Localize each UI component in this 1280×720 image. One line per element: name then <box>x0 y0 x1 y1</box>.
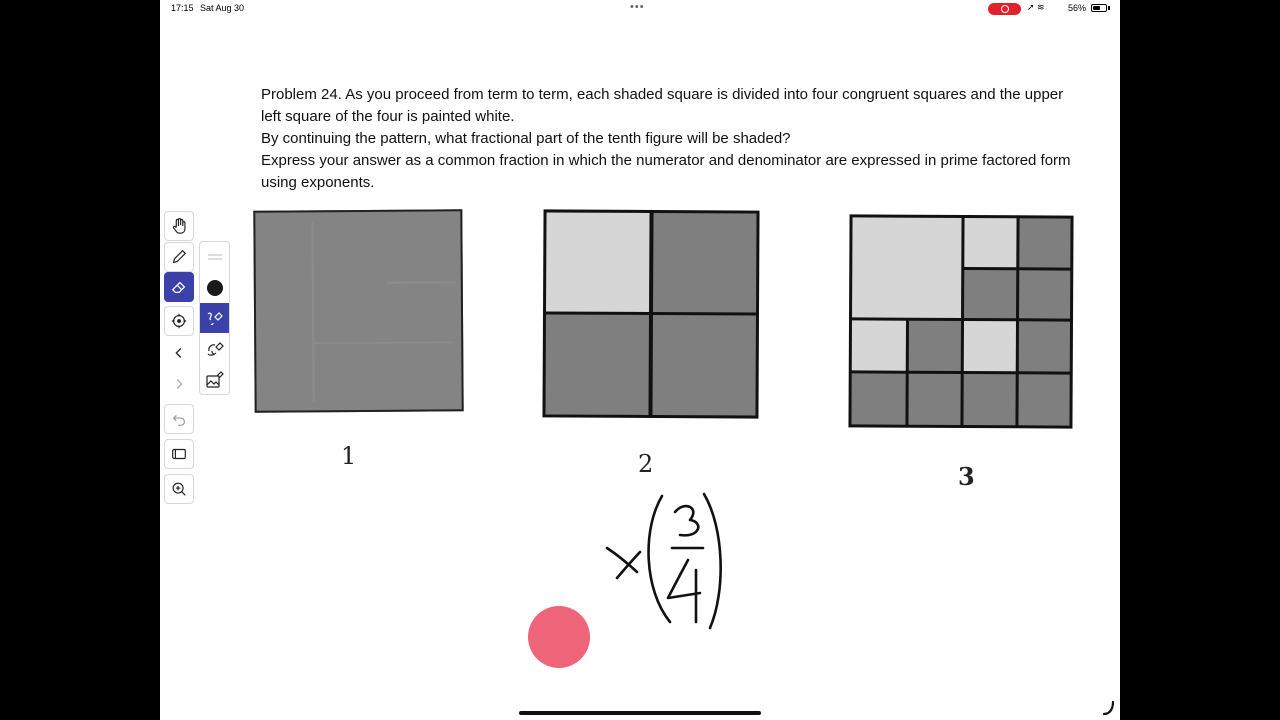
undo-icon[interactable] <box>164 404 194 434</box>
figure-2-grid <box>542 209 759 418</box>
color-swatch[interactable] <box>200 273 229 303</box>
figure-1-label: 1 <box>341 442 357 470</box>
screen-recording-icon[interactable] <box>988 3 1021 15</box>
chevron-right-icon[interactable] <box>164 369 194 399</box>
chevron-left-icon[interactable] <box>164 338 194 368</box>
figure-3-grid <box>848 214 1073 428</box>
notes-app-screen <box>160 0 1120 720</box>
page-view-icon[interactable] <box>164 439 194 469</box>
figure-1-square <box>253 209 463 412</box>
handwritten-fraction <box>600 490 740 635</box>
laser-pointer-icon[interactable] <box>164 306 194 336</box>
location-wifi-icons: ➚ ≋ <box>1027 2 1045 12</box>
image-eraser-icon[interactable] <box>200 365 229 395</box>
figure-2-white-square <box>546 212 650 312</box>
handwritten-denominator-4 <box>668 560 700 622</box>
zoom-icon[interactable] <box>164 474 194 504</box>
laser-pointer-dot <box>528 606 590 668</box>
figure-2-label: 2 <box>638 450 654 478</box>
figure-3-label: 3 <box>958 462 975 491</box>
line-width-icon[interactable] <box>200 242 229 272</box>
status-date: Sat Aug 30 <box>200 3 245 13</box>
problem-text <box>261 84 1081 194</box>
stroke-eraser-icon[interactable] <box>200 303 229 333</box>
home-indicator[interactable] <box>519 711 761 715</box>
multitasking-dots-icon[interactable]: ••• <box>630 1 645 13</box>
lasso-eraser-icon[interactable] <box>200 334 229 364</box>
battery-percentage: 56% <box>1068 3 1087 13</box>
pencil-corner-icon[interactable] <box>1103 700 1115 716</box>
handwritten-numerator-3 <box>675 506 698 535</box>
pen-icon[interactable] <box>164 242 194 272</box>
right-parenthesis <box>704 494 721 628</box>
figure-3-large-white-square <box>852 217 962 318</box>
problem-instructions: Express your answer as a common fraction in which the numerator and denominator are expressed in prime factored form using exponents. <box>261 152 1071 191</box>
hand-icon[interactable] <box>164 211 194 241</box>
battery-level <box>1093 6 1100 10</box>
eraser-icon[interactable] <box>164 272 194 302</box>
status-time: 17:15 <box>171 3 194 13</box>
battery-icon <box>1091 4 1107 12</box>
eraser-options-panel <box>199 241 230 395</box>
problem-statement: Problem 24. As you proceed from term to term, each shaded square is divided into four congruent squares and the upper left square of the four is painted white. <box>261 86 1064 125</box>
problem-question: By continuing the pattern, what fractional part of the tenth figure will be shaded? <box>261 130 791 147</box>
